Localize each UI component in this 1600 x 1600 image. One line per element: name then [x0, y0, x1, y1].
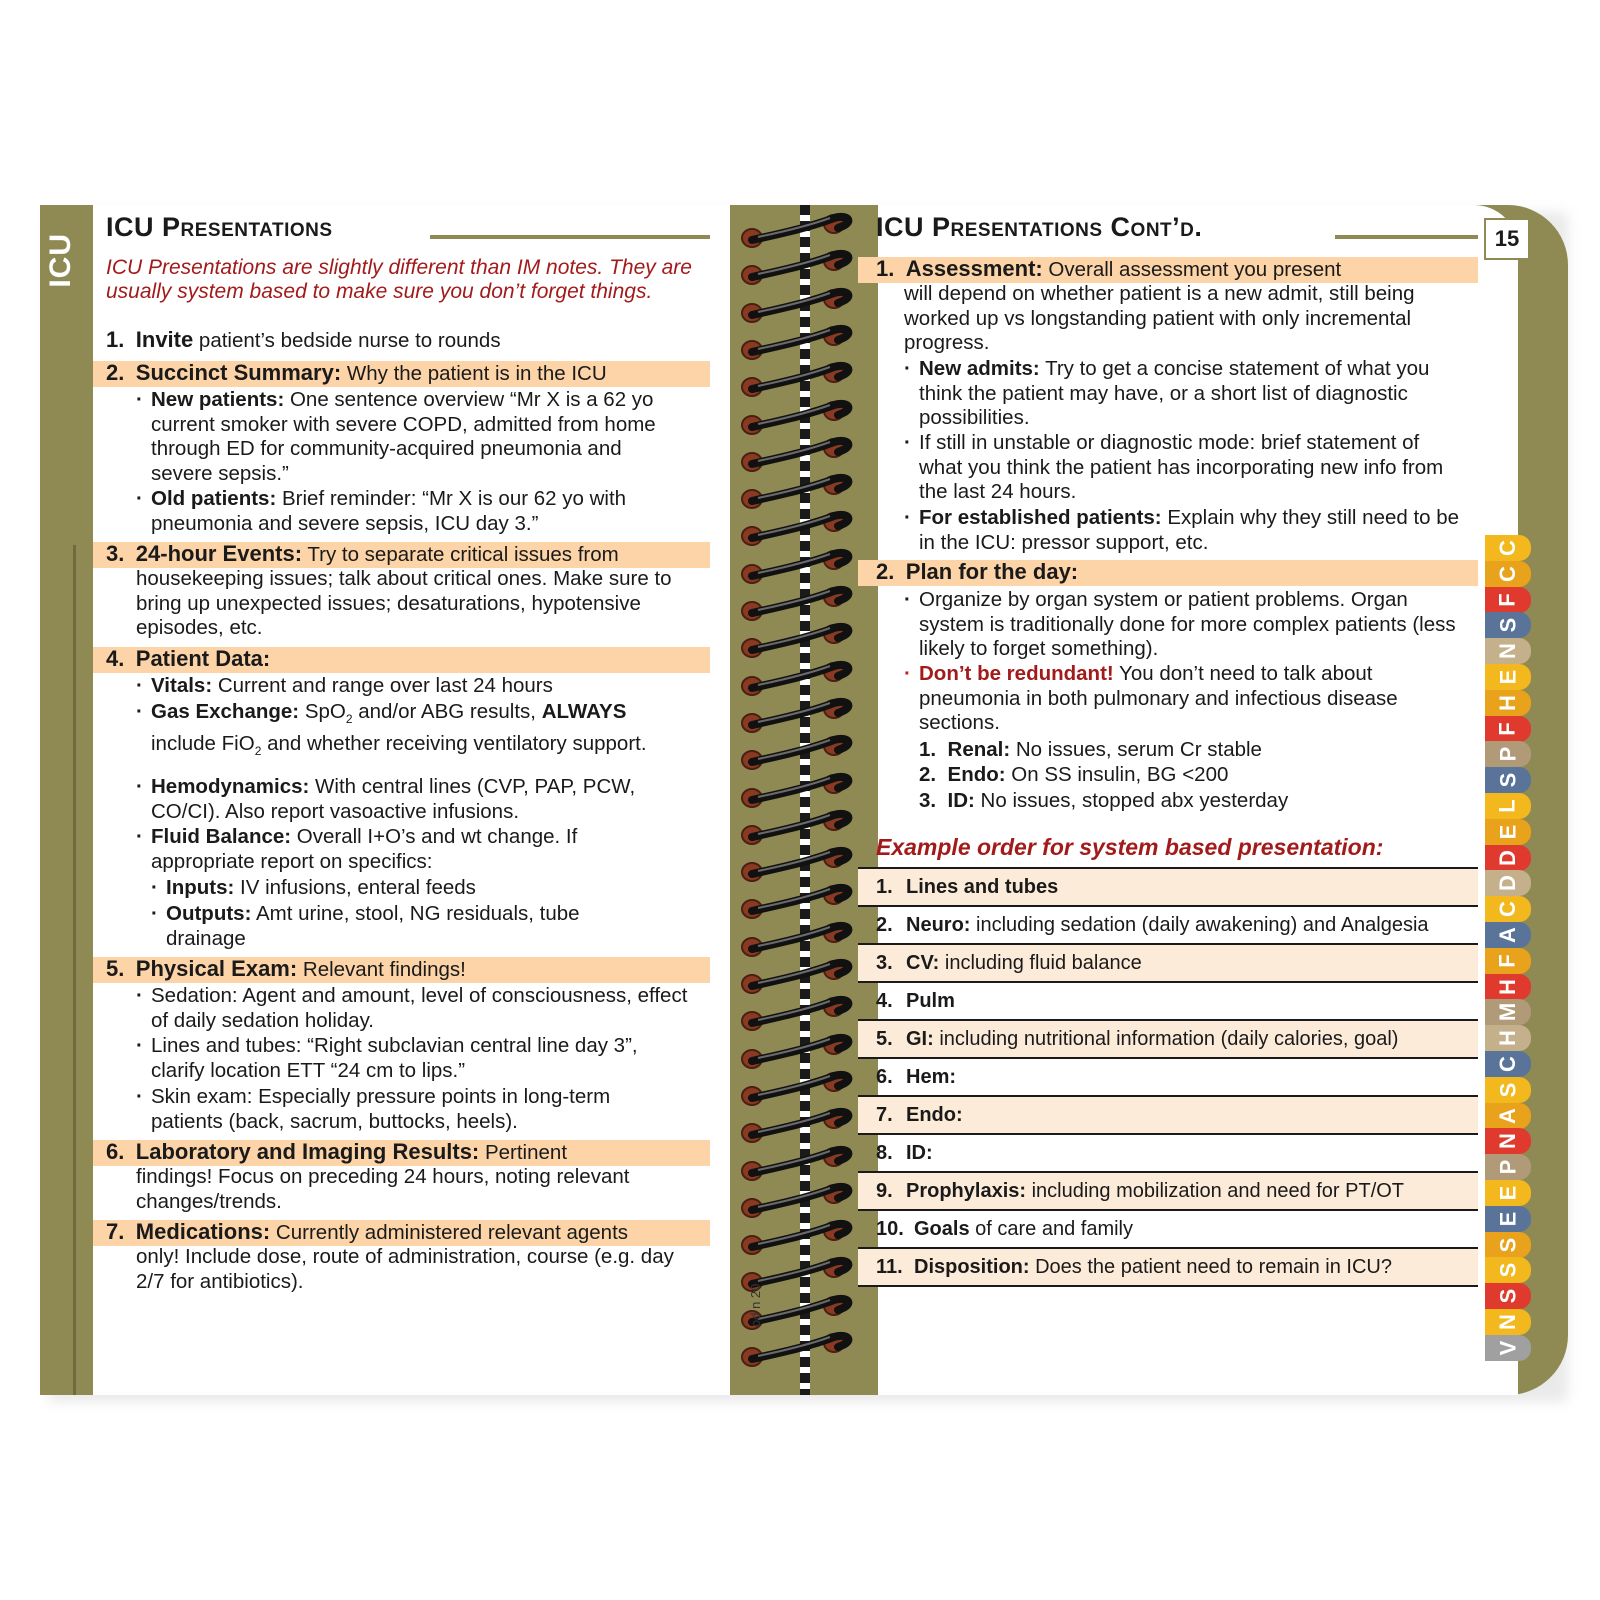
index-tab[interactable]: [1485, 1283, 1531, 1309]
index-tab[interactable]: [1485, 1103, 1531, 1129]
table-row: [858, 905, 1478, 943]
index-tab-letter: N: [1494, 1133, 1520, 1150]
row-number: 4.: [876, 989, 893, 1012]
list-item: · Lines and tubes: “Right subclavian central line day 3”, clarify location ETT “24 cm to lips.”: [151, 1034, 696, 1083]
index-tab[interactable]: [1485, 716, 1531, 742]
index-tab-letter: A: [1494, 927, 1520, 943]
section-heading: 6. Laboratory and Imaging Results: Pertinent: [106, 1139, 568, 1164]
section-body: findings! Focus on preceding 24 hours, noting relevant changes/trends.: [136, 1165, 630, 1213]
index-tab-letter: S: [1495, 1288, 1520, 1304]
title-rule-left: [430, 235, 710, 239]
page-title-left: ICU Presentations: [106, 212, 333, 242]
list-item: 1. Invite patient’s bedside nurse to rounds: [106, 327, 501, 352]
row-number: 9.: [876, 1179, 893, 1202]
index-tab-letter: F: [1494, 721, 1520, 736]
index-tab[interactable]: [1485, 561, 1531, 587]
index-tab-letter: C: [1494, 1056, 1520, 1072]
index-tab[interactable]: [1485, 896, 1531, 922]
index-tab[interactable]: [1485, 1077, 1531, 1103]
row-heading: Prophylaxis:: [906, 1179, 1027, 1202]
row-number: 6.: [876, 1065, 893, 1088]
section-body: will depend on whether patient is a new admit, still being worked up vs longstanding patient with only incremental progress.: [904, 282, 1415, 354]
index-tab-letter: M: [1494, 1003, 1520, 1022]
row-heading: Hem:: [906, 1065, 957, 1088]
index-tab-letter: N: [1494, 1314, 1520, 1330]
row-number: 8.: [876, 1141, 893, 1164]
row-heading: Disposition:: [914, 1255, 1030, 1278]
index-tab[interactable]: [1485, 819, 1531, 845]
section-heading: 4. Patient Data:: [106, 646, 271, 671]
index-tab-letter: S: [1495, 1263, 1520, 1278]
row-number: 3.: [876, 951, 893, 974]
index-tab-letter: P: [1495, 1159, 1520, 1175]
index-tab-letter: E: [1495, 1185, 1520, 1201]
index-tab-letter: H: [1494, 1030, 1520, 1047]
list-item: · Gas Exchange: SpO$_2$ and/or ABG results, ALWAYS include FiO$_2$ and whether receiving ventilatory support.: [151, 700, 691, 763]
side-tab-label: ICU: [44, 233, 77, 288]
row-heading: Lines and tubes: [906, 875, 1059, 898]
index-tab-letter: A: [1494, 1107, 1520, 1124]
row-text: Does the patient need to remain in ICU?: [1029, 1255, 1392, 1278]
index-tab[interactable]: [1485, 741, 1531, 767]
index-tab[interactable]: [1485, 1335, 1531, 1361]
list-item: · Don’t be redundant! You don’t need to talk about pneumonia in both pulmonary and infectious disease sections.: [919, 662, 1464, 736]
index-tab-letter: E: [1495, 824, 1520, 840]
index-tab[interactable]: [1485, 1206, 1531, 1232]
index-tab[interactable]: [1485, 845, 1531, 871]
index-tab-letter: H: [1494, 978, 1520, 995]
table-row: [858, 1057, 1478, 1095]
row-number: 7.: [876, 1103, 893, 1126]
index-label: ICU: [1485, 475, 1516, 525]
list-item: · Vitals: Current and range over last 24 hours: [151, 674, 691, 699]
index-tab[interactable]: [1485, 922, 1531, 948]
row-text: including fluid balance: [939, 951, 1142, 974]
index-tab-letter: V: [1495, 1340, 1520, 1356]
row-heading: Neuro:: [906, 913, 971, 936]
table-row: [858, 943, 1478, 981]
row-heading: CV:: [906, 951, 940, 974]
index-tab-letter: L: [1494, 799, 1520, 813]
table-row: [858, 1247, 1478, 1285]
index-tab-letter: C: [1494, 565, 1520, 582]
title-rule-right: [1335, 235, 1478, 239]
table-title: Example order for system based presentation:: [876, 834, 1384, 860]
index-tab[interactable]: [1485, 612, 1531, 638]
list-item: · For established patients: Explain why they still need to be in the ICU: pressor support, etc.: [919, 506, 1464, 555]
row-text: including nutritional information (daily calories, goal): [933, 1027, 1399, 1050]
index-tab-letter: D: [1494, 849, 1520, 866]
index-tab-letter: F: [1494, 592, 1520, 607]
index-tab[interactable]: [1485, 1180, 1531, 1206]
list-item: 3. ID: No issues, stopped abx yesterday: [919, 789, 1289, 812]
index-tab-letter: S: [1495, 618, 1520, 633]
index-tab-letter: D: [1494, 875, 1520, 892]
table-bottom-rule: [858, 1285, 1478, 1287]
left-cover-edge: [40, 540, 76, 1395]
index-tab-letter: E: [1495, 669, 1520, 685]
index-tab-letter: S: [1495, 772, 1520, 788]
index-tab[interactable]: [1485, 999, 1531, 1025]
index-tab-letter: S: [1495, 1082, 1520, 1098]
page-number: 15: [1484, 218, 1528, 260]
index-tab[interactable]: [1485, 1257, 1531, 1283]
section-heading: 5. Physical Exam: Relevant findings!: [106, 956, 466, 981]
row-heading: Endo:: [906, 1103, 963, 1126]
section-heading: 2. Succinct Summary: Why the patient is in the ICU: [106, 360, 607, 385]
index-tab[interactable]: [1485, 587, 1531, 613]
section-heading: 3. 24-hour Events: Try to separate critical issues from: [106, 541, 619, 566]
section-body: housekeeping issues; talk about critical ones. Make sure to bring up unexpected issues; desaturations, hypotensive episodes, etc.: [136, 567, 672, 639]
list-item: · Fluid Balance: Overall I+O’s and wt change. If appropriate report on specifics:: [151, 825, 601, 874]
index-tab-letter: C: [1494, 540, 1520, 556]
table-row: [858, 981, 1478, 1019]
list-item: 1. Renal: No issues, serum Cr stable: [919, 738, 1262, 761]
row-number: 1.: [876, 875, 893, 898]
index-tab[interactable]: [1485, 793, 1531, 819]
index-tab[interactable]: [1485, 1154, 1531, 1180]
row-number: 5.: [876, 1027, 893, 1050]
index-tab[interactable]: [1485, 974, 1531, 1000]
index-tab[interactable]: [1485, 1309, 1531, 1335]
index-tab-letter: N: [1494, 643, 1520, 660]
index-tab-letter: H: [1494, 694, 1520, 711]
index-tabs: [1485, 465, 1533, 1395]
list-item: · Organize by organ system or patient problems. Organ system is traditionally done for more complex patients (less likely to forget something).: [919, 588, 1464, 662]
index-tab[interactable]: [1485, 1051, 1531, 1077]
index-tab[interactable]: [1485, 1128, 1531, 1154]
index-tab-letter: C: [1494, 901, 1520, 918]
side-tab-icu[interactable]: [40, 205, 93, 545]
list-item: · New patients: One sentence overview “Mr X is a 62 yo current smoker with severe COPD, admitted from home through ED for community-acquired pneumonia and severe sepsis.”: [151, 388, 671, 486]
index-tab[interactable]: [1485, 948, 1531, 974]
index-tab-letter: P: [1495, 747, 1520, 762]
spine-copyright: od n 20: [748, 1283, 763, 1327]
table-row: [858, 1171, 1478, 1209]
index-tab-letter: S: [1495, 1237, 1520, 1252]
section-body: only! Include dose, route of administration, course (e.g. day 2/7 for antibiotics).: [136, 1245, 674, 1293]
row-text: including mobilization and need for PT/OT: [1026, 1179, 1405, 1202]
row-number: 2.: [876, 913, 893, 936]
list-item: · Inputs: IV infusions, enteral feeds: [166, 876, 686, 901]
table-row: [858, 1019, 1478, 1057]
index-tab-letter: E: [1495, 1211, 1520, 1227]
table-row: [858, 1133, 1478, 1171]
index-tab-letter: F: [1494, 954, 1520, 968]
list-item: 2. Endo: On SS insulin, BG <200: [919, 763, 1229, 786]
index-tab[interactable]: [1485, 1232, 1531, 1258]
section-heading: 7. Medications: Currently administered relevant agents: [106, 1219, 629, 1244]
list-item: · Skin exam: Especially pressure points in long-term patients (back, sacrum, buttocks, heels).: [151, 1085, 681, 1134]
index-tab[interactable]: [1485, 870, 1531, 896]
row-number: 10.: [876, 1217, 904, 1240]
index-tab[interactable]: [1485, 1025, 1531, 1051]
intro-text: ICU Presentations are slightly different than IM notes. They are usually system based to make sure you don’t forget things.: [106, 256, 692, 303]
row-text: including sedation (daily awakening) and Analgesia: [970, 913, 1429, 936]
row-heading: GI:: [906, 1027, 934, 1050]
list-item: · Old patients: Brief reminder: “Mr X is our 62 yo with pneumonia and severe sepsis, ICU day 3.”: [151, 487, 681, 536]
section-heading: 2. Plan for the day:: [876, 559, 1079, 584]
row-heading: ID:: [906, 1141, 933, 1164]
page-title-right: ICU Presentations Cont’d.: [876, 212, 1203, 242]
table-row: [858, 867, 1478, 905]
index-tab[interactable]: [1485, 664, 1531, 690]
table-row: [858, 1095, 1478, 1133]
row-text: of care and family: [969, 1217, 1133, 1240]
index-tab[interactable]: [1485, 767, 1531, 793]
list-item: · If still in unstable or diagnostic mode: brief statement of what you think the patient has incorporating new info from the last 24 hours.: [919, 431, 1464, 505]
list-item: · Outputs: Amt urine, stool, NG residuals, tube drainage: [166, 902, 626, 951]
row-number: 11.: [876, 1255, 903, 1278]
list-item: · Sedation: Agent and amount, level of consciousness, effect of daily sedation holiday.: [151, 984, 696, 1033]
list-item: · New admits: Try to get a concise statement of what you think the patient may have, or a short list of diagnostic possibilities.: [919, 357, 1459, 431]
table-row: [858, 1209, 1478, 1247]
index-tab[interactable]: [1485, 535, 1531, 561]
index-tab[interactable]: [1485, 690, 1531, 716]
list-item: · Hemodynamics: With central lines (CVP, PAP, PCW, CO/CI). Also report vasoactive infusions.: [151, 775, 681, 824]
section-heading: 1. Assessment: Overall assessment you present: [876, 256, 1342, 281]
row-heading: Goals: [914, 1217, 970, 1240]
row-heading: Pulm: [906, 989, 955, 1012]
index-tab[interactable]: [1485, 638, 1531, 664]
